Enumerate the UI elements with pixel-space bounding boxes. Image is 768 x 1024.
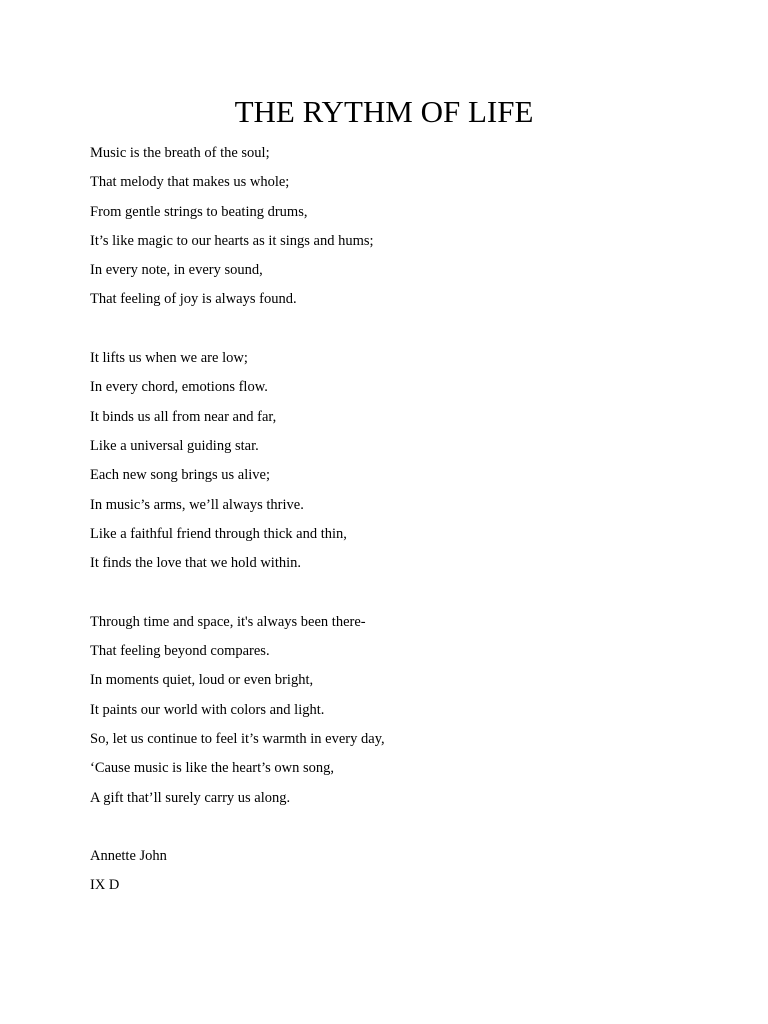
poem-line: It binds us all from near and far, xyxy=(90,408,277,425)
stanza-gap xyxy=(90,817,690,846)
stanza-1 xyxy=(90,143,690,319)
poem-line: So, let us continue to feel it’s warmth in every day, xyxy=(90,730,385,747)
author-name: Annette John xyxy=(90,848,167,865)
stanza-gap xyxy=(90,582,690,611)
poem-line: Music is the breath of the soul; xyxy=(90,145,270,161)
poem-line: That melody that makes us whole; xyxy=(90,174,290,191)
poem-line: Like a universal guiding star. xyxy=(90,437,259,454)
stanza-2 xyxy=(90,348,690,582)
poem-line: In every note, in every sound, xyxy=(90,262,263,279)
poem-line: It’s like magic to our hearts as it sings and hums; xyxy=(90,232,374,249)
poem-title: THE RYTHM OF LIFE xyxy=(234,94,534,129)
poem-line: Each new song brings us alive; xyxy=(90,467,271,484)
poem-line: ‘Cause music is like the heart’s own song, xyxy=(90,760,335,777)
poem-line: Like a faithful friend through thick and thin, xyxy=(90,525,347,542)
poem-line: In music’s arms, we’ll always thrive. xyxy=(90,496,304,513)
poem-line: A gift that’ll surely carry us along. xyxy=(90,789,291,806)
poem-line: It lifts us when we are low; xyxy=(90,350,248,367)
author-class: IX D xyxy=(90,877,120,894)
stanza-3 xyxy=(90,612,690,817)
poem-line: It paints our world with colors and light. xyxy=(90,701,325,718)
poem-line: In every chord, emotions flow. xyxy=(90,379,268,396)
stanza-gap xyxy=(90,319,690,348)
poem-line: That feeling beyond compares. xyxy=(90,643,270,660)
poem-line: In moments quiet, loud or even bright, xyxy=(90,672,314,689)
poem-line: From gentle strings to beating drums, xyxy=(90,203,308,220)
poem-body xyxy=(90,143,690,905)
poem-line: Through time and space, it's always been there- xyxy=(90,613,366,630)
poem-line: That feeling of joy is always found. xyxy=(90,291,297,308)
poem-line: It finds the love that we hold within. xyxy=(90,555,302,572)
